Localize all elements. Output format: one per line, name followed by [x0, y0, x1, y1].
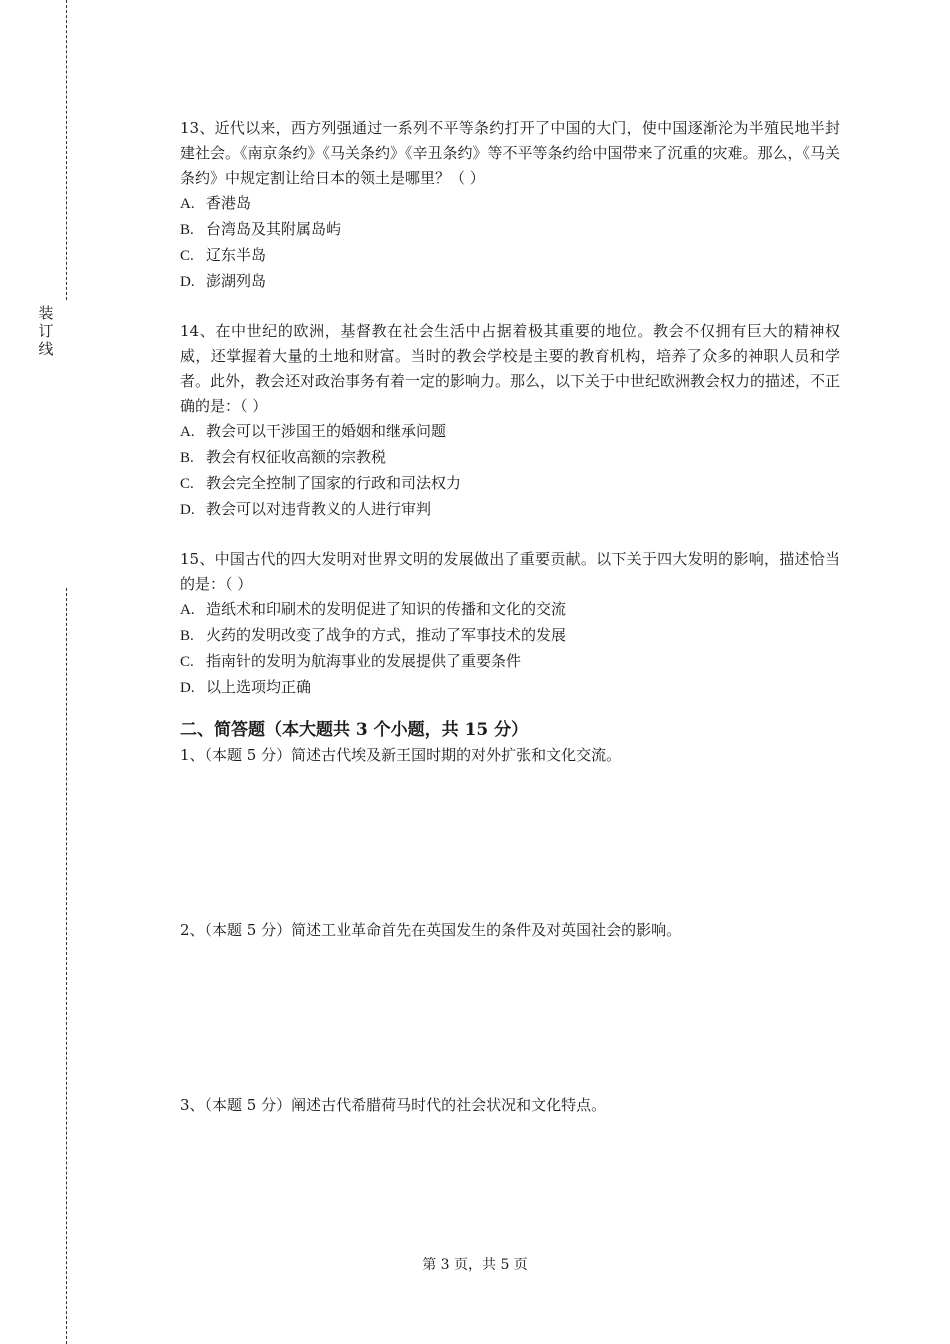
question-text: 15、中国古代的四大发明对世界文明的发展做出了重要贡献。以下关于四大发明的影响，描述恰当的是：（ ） — [180, 550, 840, 593]
answer-space-1 — [180, 768, 840, 918]
question-13 — [180, 116, 840, 295]
option-c — [180, 471, 840, 497]
option-text: 香港岛 — [206, 194, 252, 212]
option-b — [180, 445, 840, 471]
option-letter: B. — [180, 628, 194, 644]
short-answer-question-1: 1、（本题 5 分）简述古代埃及新王国时期的对外扩张和文化交流。 — [180, 746, 622, 764]
question-15 — [180, 547, 840, 701]
option-text: 台湾岛及其附属岛屿 — [206, 220, 342, 238]
option-text: 火药的发明改变了战争的方式，推动了军事技术的发展 — [206, 626, 567, 644]
binding-dashed-line-bottom — [66, 588, 67, 1344]
option-text: 指南针的发明为航海事业的发展提供了重要条件 — [206, 652, 522, 670]
answer-space-2 — [180, 943, 840, 1093]
option-text: 以上选项均正确 — [206, 678, 312, 696]
option-d — [180, 269, 840, 295]
question-text: 13、近代以来，西方列强通过一系列不平等条约打开了中国的大门，使中国逐渐沦为半殖民地半封建社会。《南京条约》《马关条约》《辛丑条约》等不平等条约给中国带来了沉重的灾难。那么，《马关条约》中规定割让给日本的领土是哪里？（ ） — [180, 119, 841, 187]
exam-content — [180, 116, 840, 1118]
option-letter: A. — [180, 424, 195, 440]
option-letter: C. — [180, 654, 194, 670]
binding-label-char: 订 — [38, 322, 54, 340]
option-a — [180, 597, 840, 623]
option-d — [180, 675, 840, 701]
option-a — [180, 419, 840, 445]
option-letter: C. — [180, 476, 194, 492]
option-letter: B. — [180, 450, 194, 466]
section-title: 二、简答题（本大题共 3 个小题，共 15 分） — [180, 720, 529, 740]
option-text: 辽东半岛 — [206, 246, 267, 264]
short-answer-question-3: 3、（本题 5 分）阐述古代希腊荷马时代的社会状况和文化特点。 — [180, 1096, 607, 1114]
binding-dashed-line-top — [66, 0, 67, 300]
option-c — [180, 243, 840, 269]
short-answer-question-2: 2、（本题 5 分）简述工业革命首先在英国发生的条件及对英国社会的影响。 — [180, 921, 682, 939]
binding-label-char: 线 — [38, 340, 54, 358]
option-text: 教会完全控制了国家的行政和司法权力 — [206, 474, 462, 492]
option-text: 教会可以对违背教义的人进行审判 — [206, 500, 432, 518]
spacer — [180, 523, 840, 547]
option-letter: A. — [180, 602, 195, 618]
page-footer: 第 3 页，共 5 页 — [422, 1257, 528, 1273]
option-c — [180, 649, 840, 675]
option-text: 造纸术和印刷术的发明促进了知识的传播和文化的交流 — [206, 600, 567, 618]
option-letter: D. — [180, 680, 195, 696]
spacer — [180, 701, 840, 717]
option-letter: B. — [180, 222, 194, 238]
option-letter: A. — [180, 196, 195, 212]
option-a — [180, 191, 840, 217]
option-b — [180, 623, 840, 649]
option-d — [180, 497, 840, 523]
option-letter: C. — [180, 248, 194, 264]
option-text: 教会可以干涉国王的婚姻和继承问题 — [206, 422, 447, 440]
binding-label-char: 装 — [38, 304, 54, 322]
option-b — [180, 217, 840, 243]
spacer — [180, 295, 840, 319]
binding-label — [36, 304, 56, 358]
question-text: 14、在中世纪的欧洲，基督教在社会生活中占据着极其重要的地位。教会不仅拥有巨大的精神权威，还掌握着大量的土地和财富。当时的教会学校是主要的教育机构，培养了众多的神职人员和学者。此外，教会还对政治事务有着一定的影响力。那么，以下关于中世纪欧洲教会权力的描述，不正确的是：（ ） — [180, 322, 841, 415]
question-14 — [180, 319, 840, 523]
option-text: 澎湖列岛 — [206, 272, 267, 290]
option-letter: D. — [180, 502, 195, 518]
option-text: 教会有权征收高额的宗教税 — [206, 448, 387, 466]
option-letter: D. — [180, 274, 195, 290]
